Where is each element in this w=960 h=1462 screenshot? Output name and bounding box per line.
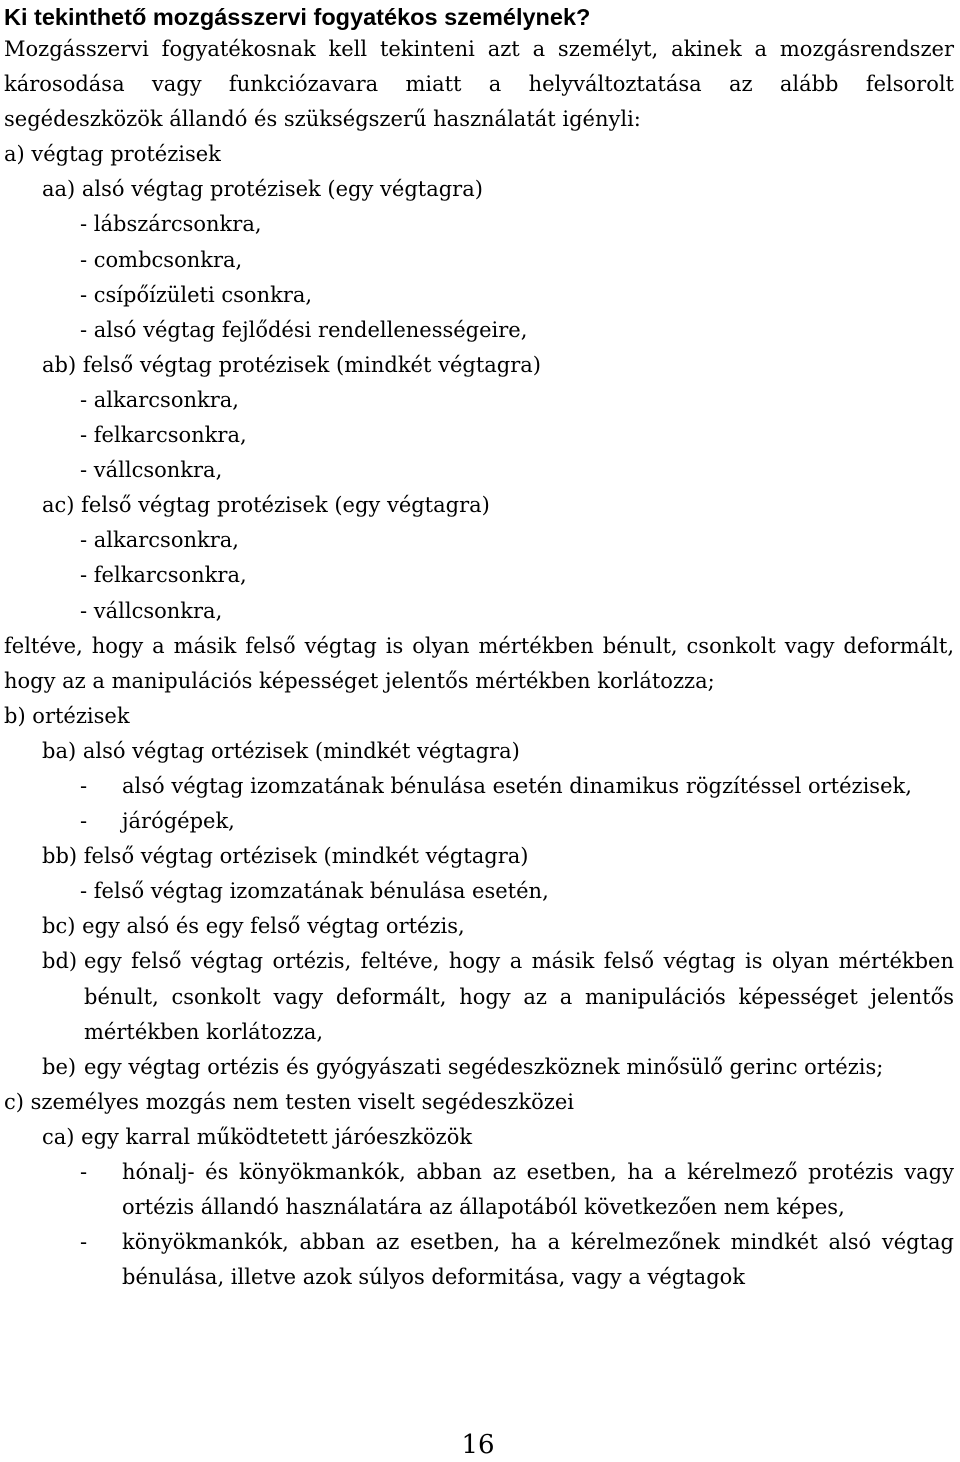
list-heading-b: b) ortézisek [4,703,130,728]
list-item-text: könyökmankók, abban az esetben, ha a kérelmezőnek mindkét alsó végtag bénulása, illetve azok súlyos deformitása, vagy a végtagok [122,1230,954,1290]
list-dash: - [80,773,88,798]
list-item: - alsó végtag fejlődési rendellenességeire, [80,317,528,342]
subheading-bc: bc) egy alsó és egy felső végtag ortézis, [42,914,465,939]
section-heading: Ki tekinthető mozgásszervi fogyatékos személynek? [4,4,591,30]
condition-paragraph: feltéve, hogy a másik felső végtag is olyan mértékben bénult, csonkolt vagy deformált, hogy az a manipulációs képességet jelentős mértékben korlátozza; [4,633,954,693]
list-item: - lábszárcsonkra, [80,212,262,237]
list-dash: - [80,1230,88,1255]
intro-paragraph: Mozgásszervi fogyatékosnak kell tekinteni azt a személyt, akinek a mozgásrendszer károsodása vagy funkciózavara miatt a helyváltoztatása az alább felsorolt segédeszközök állandó és szükségszerű használatát igényli: [4,37,954,132]
list-item: - vállcsonkra, [80,598,223,623]
item-label: be) [42,1054,77,1079]
list-item-text: járógépek, [122,809,235,834]
list-dash: - [80,809,88,834]
list-item: - vállcsonkra, [80,458,223,483]
subheading-ac: ac) felső végtag protézisek (egy végtagra) [42,493,490,518]
list-heading-c: c) személyes mozgás nem testen viselt segédeszközei [4,1089,574,1114]
list-item: - combcsonkra, [80,247,243,272]
subheading-ab: ab) felső végtag protézisek (mindkét végtagra) [42,352,541,377]
item-text: egy felső végtag ortézis, feltéve, hogy a másik felső végtag is olyan mértékben bénult, csonkolt vagy deformált, hogy az a manipulációs képességet jelentős mértékben korlátozza, [84,949,954,1044]
subheading-ba: ba) alsó végtag ortézisek (mindkét végtagra) [42,738,520,763]
list-item: - alkarcsonkra, [80,387,239,412]
list-item: - felső végtag izomzatának bénulása esetén, [80,879,549,904]
list-item: - felkarcsonkra, [80,423,247,448]
list-item [4,769,954,804]
list-heading-a: a) végtag protézisek [4,142,221,167]
list-item-text: alsó végtag izomzatának bénulása esetén dinamikus rögzítéssel ortézisek, [122,773,912,798]
list-item [4,1225,954,1295]
list-item-text: hónalj- és könyökmankók, abban az esetben, ha a kérelmező protézis vagy ortézis állandó használatára az állapotából következően nem képes, [122,1160,954,1220]
list-item: - alkarcsonkra, [80,528,239,553]
list-item: - csípőízületi csonkra, [80,282,313,307]
item-label: bd) [42,949,78,974]
document-body [4,32,954,1295]
subheading-bd [4,944,954,1049]
list-item [4,804,954,839]
page-number: 16 [461,1430,495,1460]
list-item: - felkarcsonkra, [80,563,247,588]
list-dash: - [80,1160,88,1184]
subheading-bb: bb) felső végtag ortézisek (mindkét végtagra) [42,844,529,869]
subheading-be [4,1050,954,1085]
subheading-aa: aa) alsó végtag protézisek (egy végtagra) [42,177,483,202]
item-text: egy végtag ortézis és gyógyászati segédeszköznek minősülő gerinc ortézis; [84,1054,884,1079]
subheading-ca: ca) egy karral működtetett járóeszközök [42,1124,473,1149]
list-item [4,1155,954,1225]
